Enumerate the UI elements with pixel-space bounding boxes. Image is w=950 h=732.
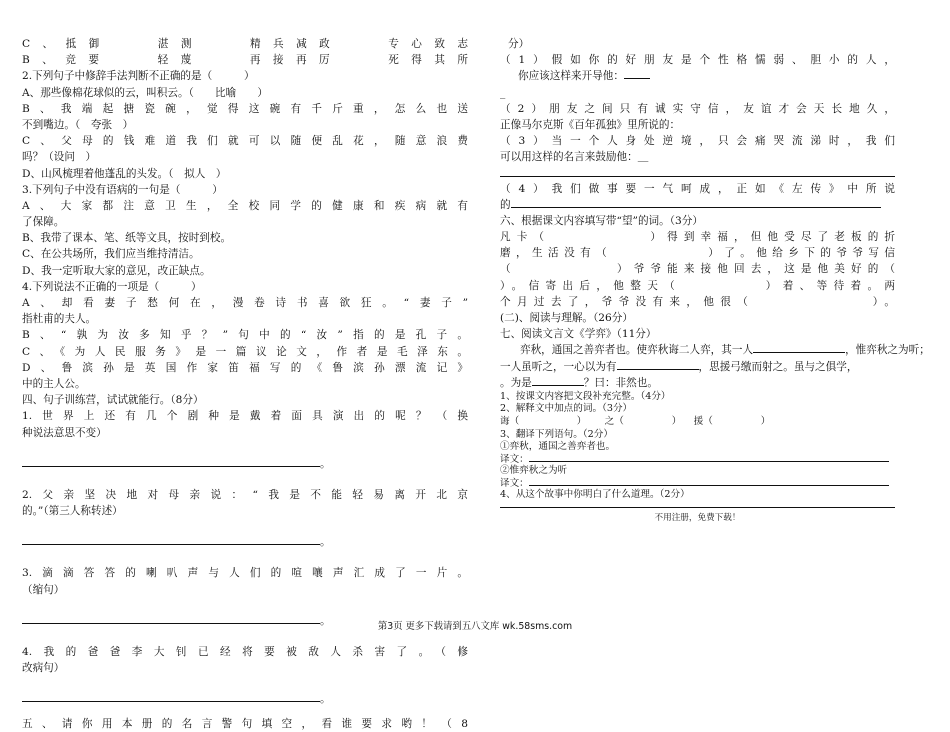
text-line: （缩句） [22, 583, 65, 596]
text-line: C、在公共场所，我们应当维持清洁。 [22, 248, 200, 261]
text-line: C、抵御 湛测 精兵减政 专心致志 [22, 38, 468, 50]
text-line: C、《为人民服务》是一篇议论文，作者是毛泽东。 [22, 345, 468, 358]
text-line: 分） [508, 38, 530, 50]
text-line: 可以用这样的名言来鼓励他：＿ [500, 151, 649, 164]
text-line: 。为是 ？曰：非然也。 [500, 376, 658, 389]
answer-line-1[interactable]: 。 [22, 456, 468, 472]
text-line: 的 [500, 197, 895, 213]
text-line: _ [500, 86, 506, 99]
text-line: 一人虽听之，一心以为有 ，思援弓缴而射之。虽与之俱学， [500, 360, 858, 373]
sentence-question-3: 3.滴滴答答的喇叭声与人们的喧嚷声汇成了一片。 [22, 567, 468, 580]
reading-heading: (二)、阅读与理解。（26分） [500, 312, 633, 324]
section-7-heading: 七、阅读文言文《学弈》（11分） [500, 328, 657, 341]
task-3: 3、翻译下列语句。（2分） [500, 428, 613, 440]
question-4: 4.下列说法不正确的一项是（ ） [22, 280, 202, 293]
section-4-heading: 四、句子训练营，试试就能行。（8分） [22, 394, 204, 407]
text-line: 凡卡（ ）得到幸福，但他受尽了老板的折 [500, 231, 895, 244]
translation-line-2[interactable]: 译文： [500, 477, 895, 489]
answer-line-quote-3[interactable] [500, 166, 895, 177]
translation-line-1[interactable]: 译文： [500, 453, 895, 465]
task-2: 2、解释文中加点的词。（3分） [500, 402, 633, 414]
text-line: B、我带了课本、笔、纸等文具，按时到校。 [22, 232, 232, 245]
text-line: 中的主人公。 [22, 377, 86, 390]
word-blanks: 诲（ ） 之（ ） 援（ ） [500, 415, 771, 427]
question-3: 3.下列句子中没有语病的一句是（ ） [22, 183, 223, 196]
text-line: A、那些像棉花球似的云，叫积云。（ 比喻 ） [22, 86, 269, 99]
text-line: B、我端起搪瓷碗，觉得这碗有千斤重，怎么也送 [22, 102, 468, 115]
text-line: C、父母的钱难道我们就可以随便乱花，随意浪费 [22, 135, 468, 148]
text-line: D、我一定听取大家的意见，改正缺点。 [22, 264, 211, 277]
text-line: B、竞要 轻蔑 再接再厉 死得其所 [22, 54, 468, 67]
answer-line-task-4[interactable] [500, 501, 895, 508]
question-2: 2.下列句子中修辞手法判断不正确的是（ ） [22, 70, 255, 83]
text-line: 改病句） [22, 662, 65, 675]
right-column [500, 36, 930, 526]
text-line: 种说法意思不变） [22, 426, 107, 439]
quote-question-4: （4）我们做事要一气呵成，正如《左传》中所说 [500, 182, 895, 195]
text-line: 弈秋，通国之善弈者也。使弈秋诲二人弈，其一人 ，惟弈秋之为听； [520, 344, 930, 357]
quote-question-2: （2）朋友之间只有诚实守信，友谊才会天长地久， [500, 102, 895, 115]
text-line: ）。信寄出后，他整天（ ）着、等待着。两 [500, 279, 895, 292]
section-6-heading: 六、根据课文内容填写带“望”的词。（3分） [500, 214, 703, 227]
sentence-question-2: 2.父亲坚决地对母亲说：“我是不能轻易离开北京 [22, 488, 468, 501]
text-line: A、却看妻子愁何在，漫卷诗书喜欲狂。“妻子” [22, 297, 468, 309]
text-line: 吗？（设问 ） [22, 151, 97, 164]
text-line: B、“孰为汝多知乎？”句中的“汝”指的是孔子。 [22, 329, 468, 342]
task-1: 1、按课文内容把文段补充完整。（4分） [500, 390, 671, 402]
quote-question-3: （3）当一个人身处逆境，只会痛哭流涕时，我们 [500, 135, 895, 148]
text-line: 正像马尔克斯《百年孤独》里所说的： [500, 118, 681, 131]
text-line: 指杜甫的夫人。 [22, 313, 97, 326]
text-line: 磨，生活没有（ ）了。他给乡下的爷爷写信 [500, 247, 895, 260]
text-line: （ ）爷爷能来接他回去，这是他美好的（ [500, 263, 895, 276]
free-download-note: 不用注册，免费下载！ [654, 512, 741, 523]
section-5-heading: 五、请你用本册的名言警句填空，看谁要求哟！（8 [22, 717, 468, 730]
answer-line-2[interactable]: 。 [22, 534, 468, 550]
translate-sentence-2: ②惟弈秋之为听 [500, 464, 568, 476]
text-line: 你应该这样来开导他： [500, 68, 895, 84]
translate-sentence-1: ①弈秋，通国之善弈者也。 [500, 440, 616, 452]
quote-question-1: （1）假如你的好朋友是个性格懦弱、胆小的人， [500, 54, 895, 67]
answer-line-3[interactable]: 。 [22, 613, 468, 629]
sentence-question-1: 1.世界上还有几个剧种是戴着面具演出的呢？（换 [22, 410, 468, 423]
sentence-question-4: 4.我的爸爸李大钊已经将要被敌人杀害了。（修 [22, 646, 468, 658]
task-4: 4、从这个故事中你明白了什么道理。（2分） [500, 488, 690, 500]
answer-line-4[interactable]: 。 [22, 691, 468, 707]
text-line: 的。”（第三人称转述） [22, 505, 123, 518]
text-line: 个月过去了，爷爷没有来，他很（ ）。 [500, 295, 895, 308]
text-line: 不到嘴边。（ 夸张 ） [22, 118, 134, 131]
text-line: A、大家都注意卫生，全校同学的健康和疾病就有 [22, 199, 468, 212]
text-line: 了保障。 [22, 216, 65, 229]
text-line: D、山风梳理着他蓬乱的头发。（ 拟人 ） [22, 167, 227, 180]
text-line: D、鲁滨孙是英国作家笛福写的《鲁滨孙漂流记》 [22, 361, 468, 374]
page-footer: 第3页 更多下载请到五八文库 wk.58sms.com [377, 621, 573, 632]
